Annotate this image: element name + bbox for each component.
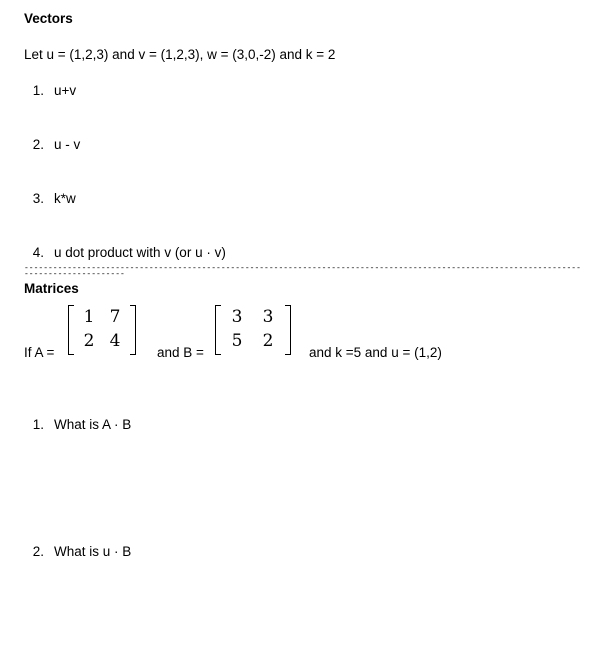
list-item [24, 245, 226, 260]
list-item [24, 544, 131, 559]
matrix-a-cell: 4 [109, 331, 121, 351]
matrix-a [68, 305, 136, 355]
list-item-text: What is A · B [54, 417, 132, 432]
matrix-b [215, 305, 291, 355]
list-item [24, 83, 76, 98]
matrix-b-cell: 3 [231, 307, 243, 327]
matrices-heading: Matrices [24, 281, 79, 296]
list-item-text: u dot product with v (or u · v) [54, 245, 226, 260]
list-item [24, 191, 76, 206]
list-item-number: 1. [32, 83, 44, 98]
list-item [24, 417, 131, 432]
matrix-b-right-bracket [285, 305, 291, 355]
matrix-b-left-bracket [215, 305, 221, 355]
list-item-number: 1. [32, 417, 44, 432]
list-item [24, 137, 80, 152]
and-b-label: and B = [157, 345, 204, 360]
list-item-text: What is u · B [54, 544, 132, 559]
list-item-number: 2. [32, 137, 44, 152]
matrix-a-left-bracket [68, 305, 74, 355]
matrix-a-cell: 7 [109, 307, 121, 327]
k-and-u-label: and k =5 and u = (1,2) [309, 345, 442, 360]
matrix-b-cell: 2 [262, 331, 274, 351]
matrix-b-cell: 5 [231, 331, 243, 351]
list-item-number: 3. [32, 191, 44, 206]
list-item-number: 4. [32, 245, 44, 260]
section-divider: ----------------------------------------------------------------------------------------------------------------------------------------- [24, 264, 581, 279]
vectors-heading: Vectors [24, 11, 73, 26]
matrix-a-cell: 1 [83, 307, 95, 327]
list-item-text: u - v [54, 137, 81, 152]
matrix-a-cell: 2 [83, 331, 95, 351]
if-a-label: If A = [24, 345, 55, 360]
matrix-b-cell: 3 [262, 307, 274, 327]
list-item-text: u+v [54, 83, 77, 98]
list-item-text: k*w [54, 191, 76, 206]
matrix-a-right-bracket [130, 305, 136, 355]
vectors-intro: Let u = (1,2,3) and v = (1,2,3), w = (3,0,-2) and k = 2 [24, 47, 336, 62]
list-item-number: 2. [32, 544, 44, 559]
